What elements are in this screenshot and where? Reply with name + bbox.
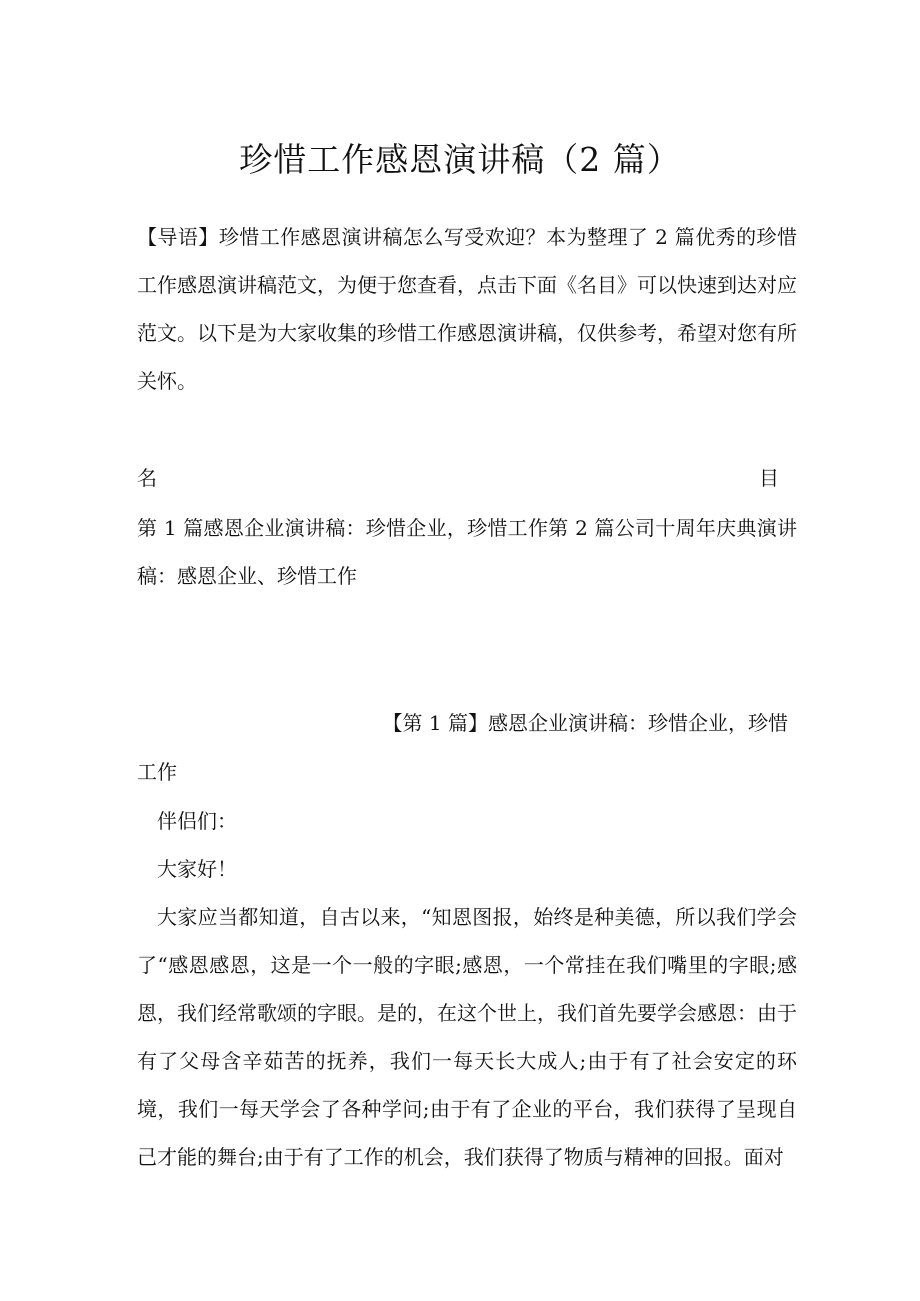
toc-heading-left: 名 [137,466,157,490]
section-1-heading: 【第 1 篇】感恩企业演讲稿：珍惜企业，珍惜 [382,711,788,735]
section-1-heading-continued: 工作 [137,760,177,784]
greeting-line-2: 大家好！ [157,857,237,881]
body-paragraph: 大家应当都知道，自古以来，“知恩图报，始终是种美德，所以我们学会了“感恩感恩，这是一个一般的字眼;感恩，一个常挂在我们嘴里的字眼;感恩，我们经常歌颂的字眼。是的，在这个世上，我们首先要学会感恩：由于有了父母含辛茹苦的抚养，我们一每天长大成人;由于有了社会安定的环境，我们一每天学会了各种学问;由于有了企业的平台，我们获得了呈现自己才能的舞台;由于有了工作的机会，我们获得了物质与精神的回报。面对 [137,905,797,1169]
toc-entries[interactable]: 第 1 篇感恩企业演讲稿：珍惜企业，珍惜工作第 2 篇公司十周年庆典演讲稿：感恩企业、珍惜工作 [137,516,797,588]
toc-heading-right: 目 [759,466,779,490]
intro-paragraph: 【导语】珍惜工作感恩演讲稿怎么写受欢迎？本为整理了 2 篇优秀的珍惜工作感恩演讲稿范文，为便于您查看，点击下面《名目》可以快速到达对应范文。以下是为大家收集的珍惜工作感恩演讲稿，仅供参考，希望对您有所关怀。 [137,225,797,393]
document-title: 珍惜工作感恩演讲稿（2 篇） [239,140,681,179]
greeting-line-1: 伴侣们： [157,809,237,833]
